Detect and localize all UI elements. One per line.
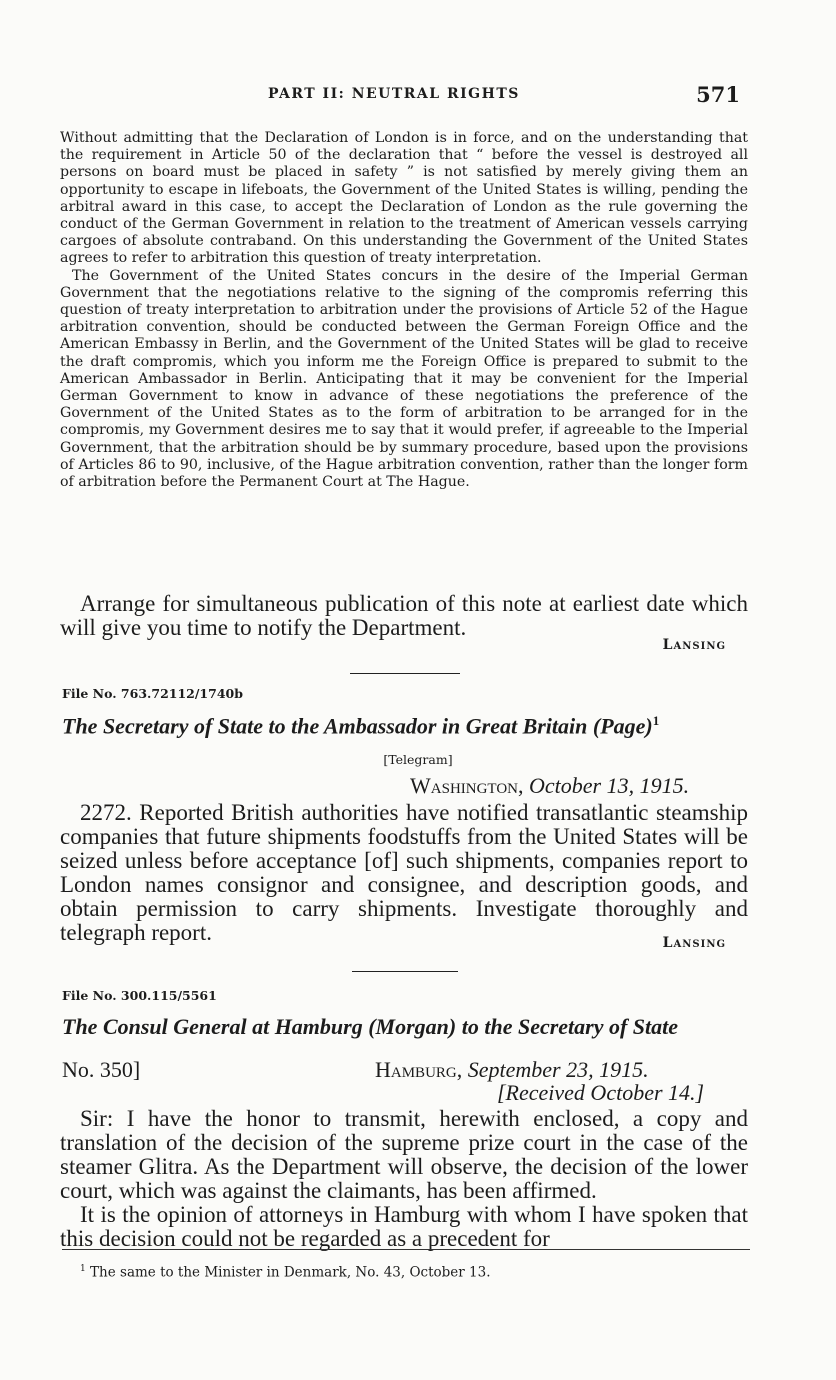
signature-lansing-2: Lansing	[662, 935, 726, 951]
page-header	[60, 82, 750, 112]
note-paragraph-1: Without admitting that the Declaration of London is in force, and on the understanding that the requirement in Article 50 of the declaration that “ before the vessel is destroyed all persons on board must be placed in safety ” is not satisfied by merely giving them an opportunity to escape in lifeboats, the Government of the United States is willing, pending the arbitral award in this case, to accept the Declaration of London as the rule governing the conduct of the German Government in relation to the treatment of American vessels carrying cargoes of absolute contraband. On this understanding the Government of the United States agrees to refer to arbitration this question of treaty interpretation.	[60, 130, 748, 267]
footnote-divider	[62, 1249, 750, 1250]
footnote-ref: 1	[652, 713, 660, 728]
telegram-label: [Telegram]	[383, 752, 453, 767]
footnote: $^1$ The same to the Minister in Denmark, No. 43, October 13.	[80, 1264, 491, 1281]
running-title: PART II: NEUTRAL RIGHTS	[268, 86, 520, 102]
section-divider-2	[352, 971, 458, 972]
document-title-2: The Secretary of State to the Ambassador in Great Britain (Page)$^1$	[62, 713, 660, 739]
document-number: No. 350]	[62, 1057, 141, 1082]
letter-paragraph-2: It is the opinion of attorneys in Hamburg with whom I have spoken that this decision could not be regarded as a precedent for	[60, 1202, 748, 1251]
page-number: 571	[696, 82, 740, 107]
section-divider-1	[350, 673, 460, 674]
letter-paragraph-1: Sir: I have the honor to transmit, herewith enclosed, a copy and translation of the decision of the supreme prize court in the case of the steamer Glitra. As the Department will observe, the decision of the lower court, which was against the claimants, has been affirmed.	[60, 1106, 748, 1203]
signature-lansing-1: Lansing	[662, 637, 726, 653]
dateline-hamburg: Hamburg, September 23, 1915.	[375, 1057, 649, 1082]
letter-body	[60, 1107, 748, 1251]
publication-instruction: Arrange for simultaneous publication of this note at earliest date which will give you time to notify the Department.	[60, 591, 748, 640]
dateline-washington: Washington, October 13, 1915.	[410, 773, 690, 798]
received-date: [Received October 14.]	[497, 1080, 705, 1105]
file-number-1: File No. 763.72112/1740b	[62, 686, 243, 701]
telegram-body: 2272. Reported British authorities have notified transatlantic steamship companies that future shipments foodstuffs from the United States will be seized unless before acceptance [of] such shipments, companies report to London names consignor and consignee, and description goods, and obtain permission to carry shipments. Investigate thoroughly and telegraph report.	[60, 800, 748, 945]
file-number-2: File No. 300.115/5561	[62, 988, 217, 1003]
document-title-3: The Consul General at Hamburg (Morgan) to the Secretary of State	[62, 1014, 679, 1039]
note-body	[60, 130, 748, 491]
note-paragraph-2: The Government of the United States concurs in the desire of the Imperial German Government that the negotiations relative to the signing of the compromis referring this question of treaty interpretation to arbitration under the provisions of Article 52 of the Hague arbitration convention, should be conducted between the German Foreign Office and the American Embassy in Berlin, and the Government of the United States will be glad to receive the draft compromis, which you inform me the Foreign Office is prepared to submit to the American Ambassador in Berlin. Anticipating that it may be convenient for the Imperial German Government to know in advance of these negotiations the preference of the Government of the United States as to the form of arbitration to be arranged for in the compromis, my Government desires me to say that it would prefer, if agreeable to the Imperial Government, that the arbitration should be by summary procedure, based upon the provisions of Articles 86 to 90, inclusive, of the Hague arbitration convention, rather than the longer form of arbitration before the Permanent Court at The Hague.	[60, 267, 748, 491]
